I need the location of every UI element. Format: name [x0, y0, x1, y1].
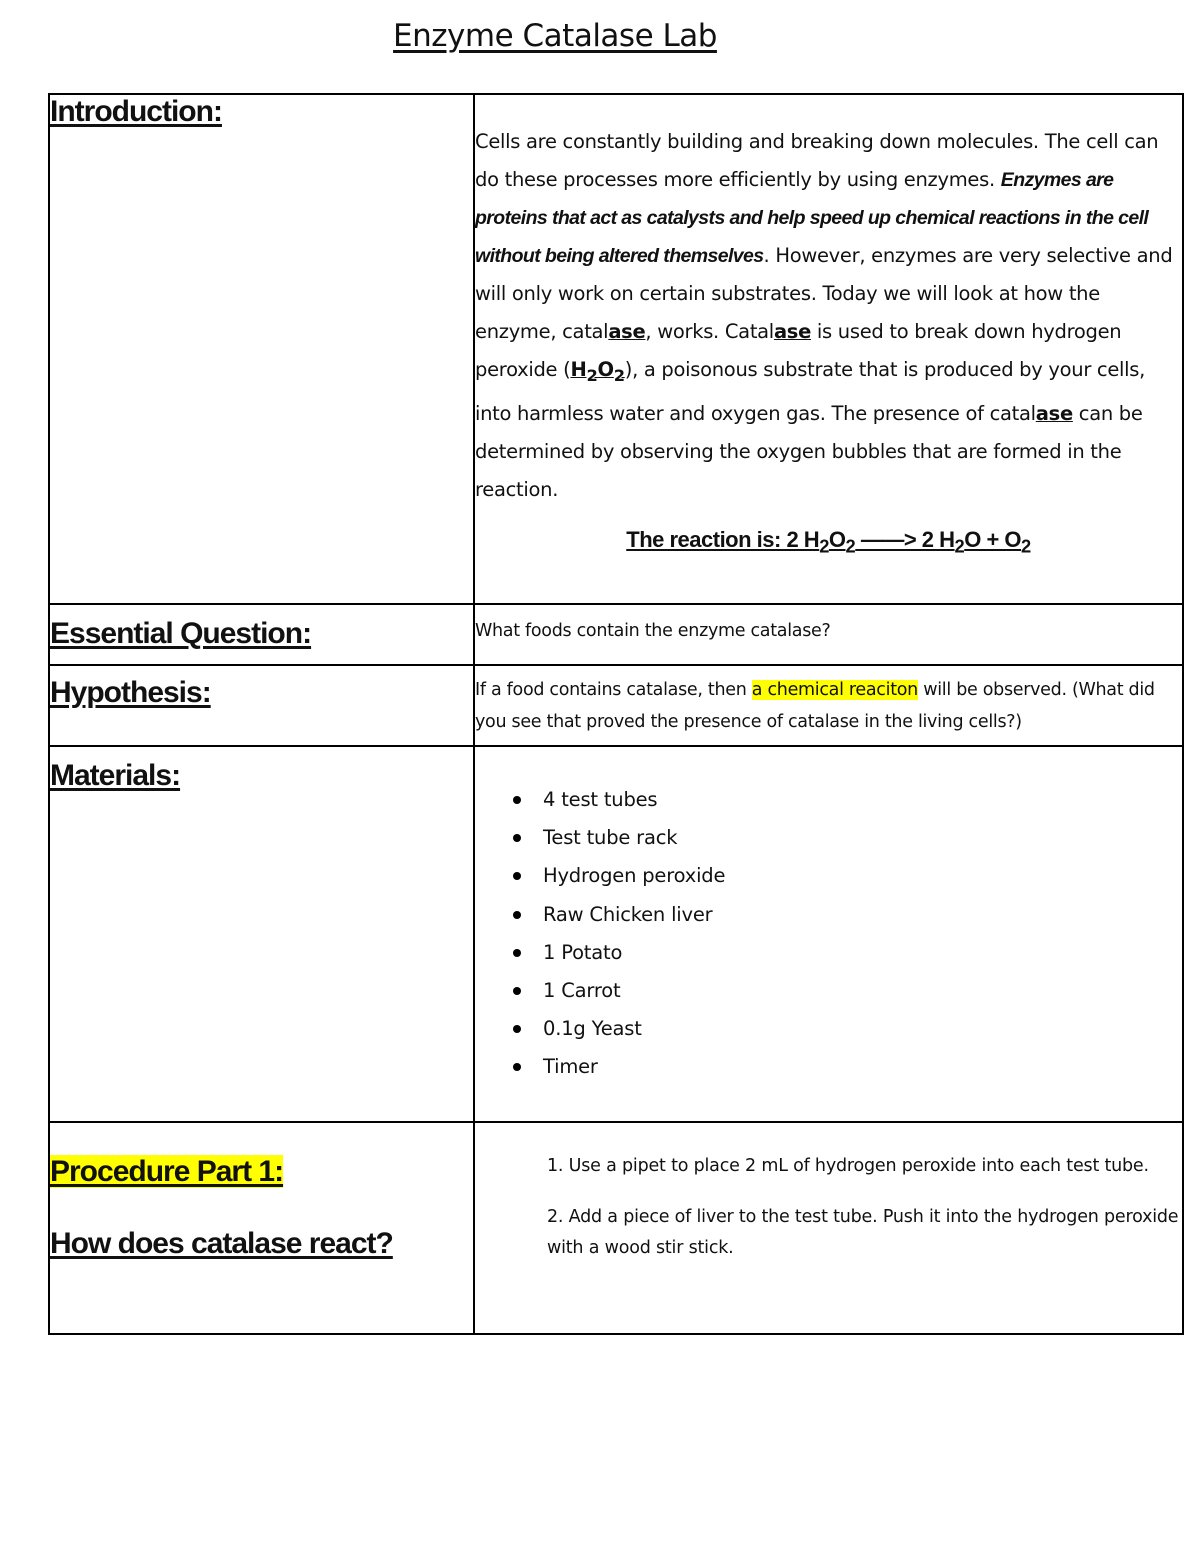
list-item: 0.1g Yeast	[513, 1010, 1182, 1048]
list-item: 1 Potato	[513, 934, 1182, 972]
list-item: Raw Chicken liver	[513, 896, 1182, 934]
list-item: Timer	[513, 1048, 1182, 1086]
essential-question-body-cell	[474, 604, 1183, 665]
essential-question-heading: Essential Question:	[50, 617, 312, 650]
materials-label-cell	[49, 746, 474, 1122]
procedure-heading: Procedure Part 1:	[50, 1155, 284, 1188]
enzyme-definition: Enzymes are proteins that act as catalysts and help speed up chemical reactions in the cell without being altered themselves	[475, 169, 1149, 267]
formula-subscript: 2	[613, 365, 625, 385]
materials-list	[475, 781, 1182, 1087]
intro-text-2: . However, enzymes are very selective and will only work on certain substrates. Today we will look at how the enzyme, catal	[475, 244, 1173, 343]
essential-question-text: What foods contain the enzyme catalase?	[475, 621, 831, 641]
intro-text-1: Cells are constantly building and breaking down molecules. The cell can do these processes more efficiently by using enzymes.	[475, 130, 1159, 191]
formula-part: H	[570, 358, 587, 381]
list-item: Test tube rack	[513, 819, 1182, 857]
reaction-part: The reaction is: 2 H	[626, 526, 820, 552]
materials-heading: Materials:	[50, 759, 181, 792]
h2o2-formula	[570, 358, 625, 385]
hypothesis-heading: Hypothesis:	[50, 676, 211, 709]
reaction-subscript: 2	[819, 535, 829, 557]
reaction-arrow: ——> 2 H	[855, 526, 955, 552]
procedure-step: 1. Use a pipet to place 2 mL of hydrogen peroxide into each test tube.	[547, 1156, 1149, 1176]
intro-text-4: is used to break down hydrogen peroxide (	[475, 320, 1122, 381]
procedure-steps	[475, 1151, 1182, 1264]
ase-suffix: ase	[608, 320, 646, 343]
introduction-paragraph	[475, 123, 1182, 509]
reaction-part: O	[828, 526, 846, 552]
reaction-subscript: 2	[1021, 535, 1031, 557]
introduction-row	[49, 94, 1183, 604]
reaction-subscript: 2	[954, 535, 965, 557]
list-item: Hydrogen peroxide	[513, 857, 1182, 895]
ase-suffix: ase	[773, 320, 812, 343]
formula-part: O	[597, 358, 614, 381]
hypothesis-row	[49, 665, 1183, 746]
hypothesis-text-1: If a food contains catalase, then	[475, 680, 752, 700]
procedure-heading-wrap	[50, 1155, 473, 1189]
highlighted-phrase: a chemical reaciton	[751, 680, 918, 700]
hypothesis-text	[475, 674, 1182, 738]
procedure-label-cell	[49, 1122, 474, 1334]
lab-table	[48, 93, 1184, 1335]
formula-subscript: 2	[586, 365, 598, 385]
hypothesis-body-cell	[474, 665, 1183, 746]
intro-text-6: can be determined by observing the oxygen bubbles that are formed in the reaction.	[475, 401, 1143, 501]
procedure-question-wrap	[50, 1227, 473, 1261]
essential-question-row	[49, 604, 1183, 665]
procedure-question: How does catalase react?	[50, 1227, 393, 1260]
reaction-part: O + O	[964, 526, 1022, 552]
list-item: 1 Carrot	[513, 972, 1182, 1010]
intro-text-5: ), a poisonous substrate that is produced by your cells, into harmless water and oxygen gas. The presence of catal	[475, 358, 1146, 425]
list-item: 4 test tubes	[513, 781, 1182, 819]
ase-suffix: ase	[1035, 401, 1073, 425]
reaction-equation	[475, 527, 1182, 557]
introduction-body-cell	[474, 94, 1183, 604]
hypothesis-text-2: will be observed. (What did you see that proved the presence of catalase in the living cells?)	[475, 680, 1155, 732]
procedure-body-cell	[474, 1122, 1183, 1334]
materials-body-cell	[474, 746, 1183, 1122]
introduction-label-cell	[49, 94, 474, 604]
page-title: Enzyme Catalase Lab	[393, 18, 717, 54]
hypothesis-label-cell	[49, 665, 474, 746]
essential-question-label-cell	[49, 604, 474, 665]
intro-text-3: , works. Catal	[645, 320, 774, 343]
reaction-subscript: 2	[845, 535, 856, 557]
procedure-row	[49, 1122, 1183, 1334]
introduction-heading: Introduction:	[50, 95, 222, 128]
materials-row	[49, 746, 1183, 1122]
procedure-step: 2. Add a piece of liver to the test tube. Push it into the hydrogen peroxide with a wood stir stick.	[547, 1207, 1179, 1258]
